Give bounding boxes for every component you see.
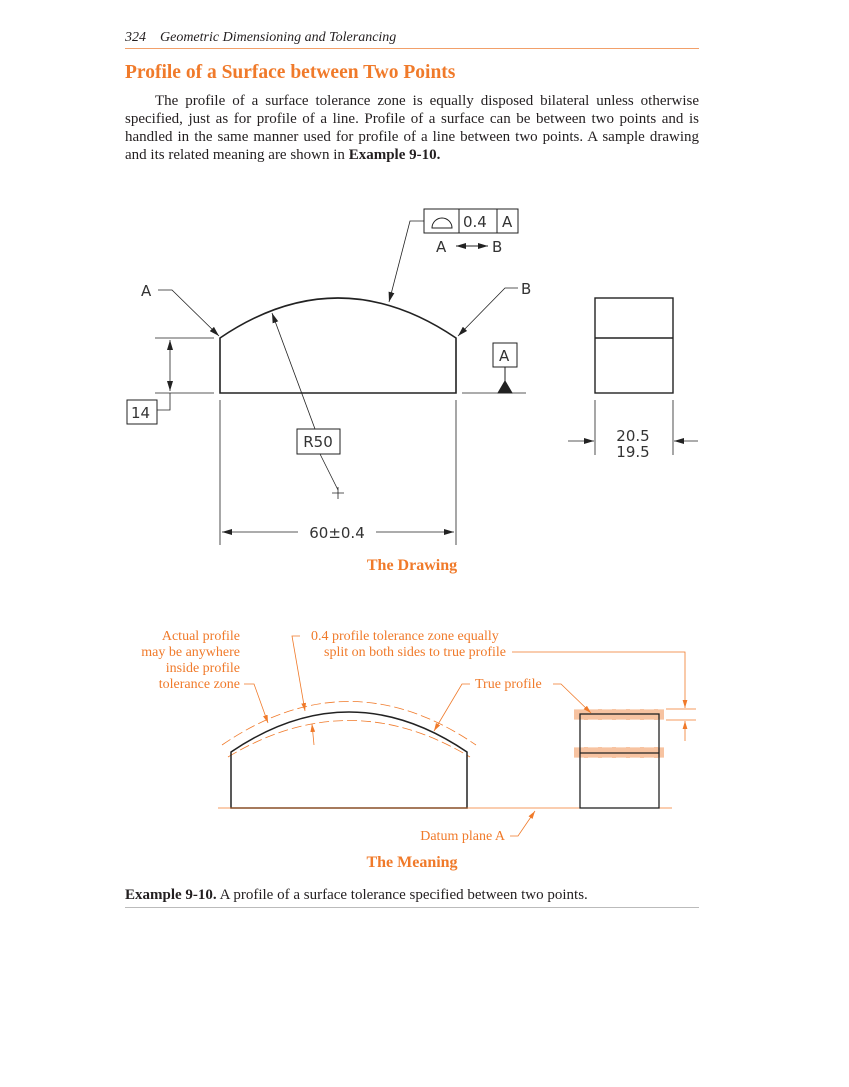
svg-text:tolerance zone: tolerance zone bbox=[158, 677, 240, 692]
svg-text:19.5: 19.5 bbox=[616, 443, 650, 461]
meaning-subtitle: The Meaning bbox=[366, 854, 458, 871]
example-reference: Example 9-10 bbox=[348, 147, 437, 163]
svg-text:B: B bbox=[492, 238, 503, 256]
svg-text:True profile: True profile bbox=[475, 677, 542, 692]
svg-text:60±0.4: 60±0.4 bbox=[309, 524, 365, 542]
svg-text:Datum plane A: Datum plane A bbox=[420, 829, 505, 844]
svg-text:B: B bbox=[521, 280, 532, 298]
svg-text:14: 14 bbox=[131, 404, 151, 422]
meaning-diagram bbox=[218, 636, 696, 836]
svg-text:A: A bbox=[141, 282, 152, 300]
datum-feature-symbol bbox=[462, 343, 526, 393]
svg-text:0.4: 0.4 bbox=[463, 213, 487, 231]
center-mark-icon bbox=[332, 487, 344, 499]
part-side-view bbox=[595, 298, 673, 393]
svg-text:split on both sides to true pr: split on both sides to true profile bbox=[324, 645, 506, 660]
svg-text:A: A bbox=[436, 238, 447, 256]
profile-of-surface-icon bbox=[432, 218, 452, 228]
running-title: Geometric Dimensioning and Tolerancing bbox=[160, 30, 397, 45]
svg-text:0.4 profile tolerance zone equ: 0.4 profile tolerance zone equally bbox=[311, 629, 499, 644]
part-front-view bbox=[220, 298, 456, 393]
svg-text:A: A bbox=[499, 347, 510, 365]
svg-text:Actual profile: Actual profile bbox=[161, 629, 240, 644]
drawing-subtitle: The Drawing bbox=[366, 557, 458, 574]
section-title: Profile of a Surface between Two Points bbox=[125, 62, 456, 83]
body-paragraph: The profile of a surface tolerance zone is equally disposed bilateral unless otherwise specified, just as for profile of a line. Profile of a surface can be between two points and is handled in the same manner used for profile of a line between two points. A sample drawing and its related meaning are shown in Example 9-10. bbox=[125, 93, 699, 163]
svg-text:R50: R50 bbox=[303, 433, 333, 451]
part-front-true-profile bbox=[231, 712, 467, 808]
svg-text:may be anywhere: may be anywhere bbox=[141, 645, 240, 660]
svg-text:20.5: 20.5 bbox=[616, 427, 650, 445]
svg-text:A: A bbox=[502, 213, 513, 231]
svg-text:inside profile: inside profile bbox=[165, 661, 240, 676]
figure-caption: Example 9-10. A profile of a surface tolerance specified between two points. bbox=[125, 887, 588, 903]
technical-drawing bbox=[127, 209, 698, 545]
caption-rule bbox=[125, 907, 699, 908]
part-side-true-profile bbox=[580, 714, 659, 808]
page-number: 324 bbox=[125, 30, 146, 45]
